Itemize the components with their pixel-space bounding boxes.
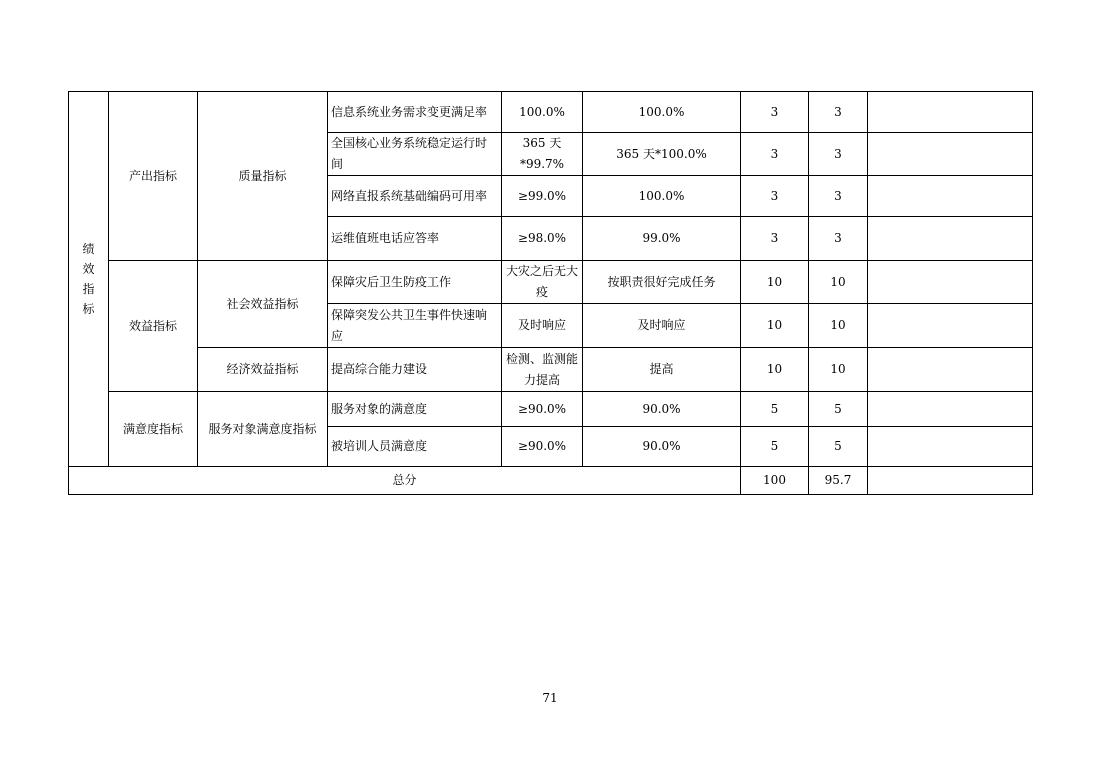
target-cell: 100.0% — [502, 92, 583, 133]
table-row — [69, 92, 1033, 133]
indicator-cell: 保障灾后卫生防疫工作 — [328, 261, 502, 304]
target-cell: ≥99.0% — [502, 176, 583, 217]
note-cell — [868, 348, 1033, 392]
weight-cell: 3 — [741, 217, 809, 261]
table-row — [69, 261, 1033, 304]
note-cell — [868, 92, 1033, 133]
indicator-cell: 运维值班电话应答率 — [328, 217, 502, 261]
indicator-cell: 全国核心业务系统稳定运行时间 — [328, 133, 502, 176]
category-char: 指 — [82, 282, 95, 296]
level2-economic: 经济效益指标 — [198, 348, 328, 392]
level1-benefit: 效益指标 — [109, 261, 198, 392]
weight-cell: 3 — [741, 92, 809, 133]
weight-cell: 10 — [741, 348, 809, 392]
actual-cell: 365 天*100.0% — [583, 133, 741, 176]
table-row — [69, 392, 1033, 427]
indicator-cell: 被培训人员满意度 — [328, 427, 502, 467]
indicator-cell: 信息系统业务需求变更满足率 — [328, 92, 502, 133]
weight-cell: 3 — [741, 133, 809, 176]
score-cell: 3 — [809, 133, 868, 176]
score-cell: 3 — [809, 217, 868, 261]
actual-cell: 100.0% — [583, 92, 741, 133]
level1-output: 产出指标 — [109, 92, 198, 261]
page-number: 71 — [542, 691, 558, 705]
note-cell — [868, 392, 1033, 427]
note-cell — [868, 217, 1033, 261]
weight-cell: 3 — [741, 176, 809, 217]
indicator-cell: 服务对象的满意度 — [328, 392, 502, 427]
weight-cell: 10 — [741, 304, 809, 348]
category-char: 绩 — [82, 242, 95, 256]
level2-quality: 质量指标 — [198, 92, 328, 261]
note-cell — [868, 261, 1033, 304]
category-cell — [69, 92, 109, 467]
total-weight: 100 — [741, 467, 809, 495]
score-cell: 10 — [809, 304, 868, 348]
target-cell: 检测、监测能力提高 — [502, 348, 583, 392]
score-cell: 3 — [809, 92, 868, 133]
weight-cell: 10 — [741, 261, 809, 304]
indicator-cell: 网络直报系统基础编码可用率 — [328, 176, 502, 217]
actual-cell: 100.0% — [583, 176, 741, 217]
note-cell — [868, 304, 1033, 348]
score-cell: 3 — [809, 176, 868, 217]
actual-cell: 及时响应 — [583, 304, 741, 348]
category-char: 标 — [82, 302, 95, 316]
target-cell: 大灾之后无大疫 — [502, 261, 583, 304]
target-cell: ≥90.0% — [502, 392, 583, 427]
score-cell: 5 — [809, 427, 868, 467]
target-cell: ≥90.0% — [502, 427, 583, 467]
total-label: 总分 — [69, 467, 741, 495]
indicator-cell: 提高综合能力建设 — [328, 348, 502, 392]
actual-cell: 提高 — [583, 348, 741, 392]
category-char: 效 — [82, 262, 95, 276]
total-score: 95.7 — [809, 467, 868, 495]
level1-satisfaction: 满意度指标 — [109, 392, 198, 467]
actual-cell: 90.0% — [583, 392, 741, 427]
note-cell — [868, 133, 1033, 176]
note-cell — [868, 427, 1033, 467]
target-cell: ≥98.0% — [502, 217, 583, 261]
score-cell: 10 — [809, 348, 868, 392]
total-row — [69, 467, 1033, 495]
indicator-cell: 保障突发公共卫生事件快速响应 — [328, 304, 502, 348]
score-cell: 5 — [809, 392, 868, 427]
level2-social: 社会效益指标 — [198, 261, 328, 348]
total-note — [868, 467, 1033, 495]
table-row — [69, 348, 1033, 392]
actual-cell: 按职责很好完成任务 — [583, 261, 741, 304]
weight-cell: 5 — [741, 392, 809, 427]
actual-cell: 99.0% — [583, 217, 741, 261]
target-cell: 及时响应 — [502, 304, 583, 348]
actual-cell: 90.0% — [583, 427, 741, 467]
weight-cell: 5 — [741, 427, 809, 467]
note-cell — [868, 176, 1033, 217]
performance-indicator-table — [68, 91, 1033, 495]
target-cell: 365 天*99.7% — [502, 133, 583, 176]
score-cell: 10 — [809, 261, 868, 304]
level2-service: 服务对象满意度指标 — [198, 392, 328, 467]
